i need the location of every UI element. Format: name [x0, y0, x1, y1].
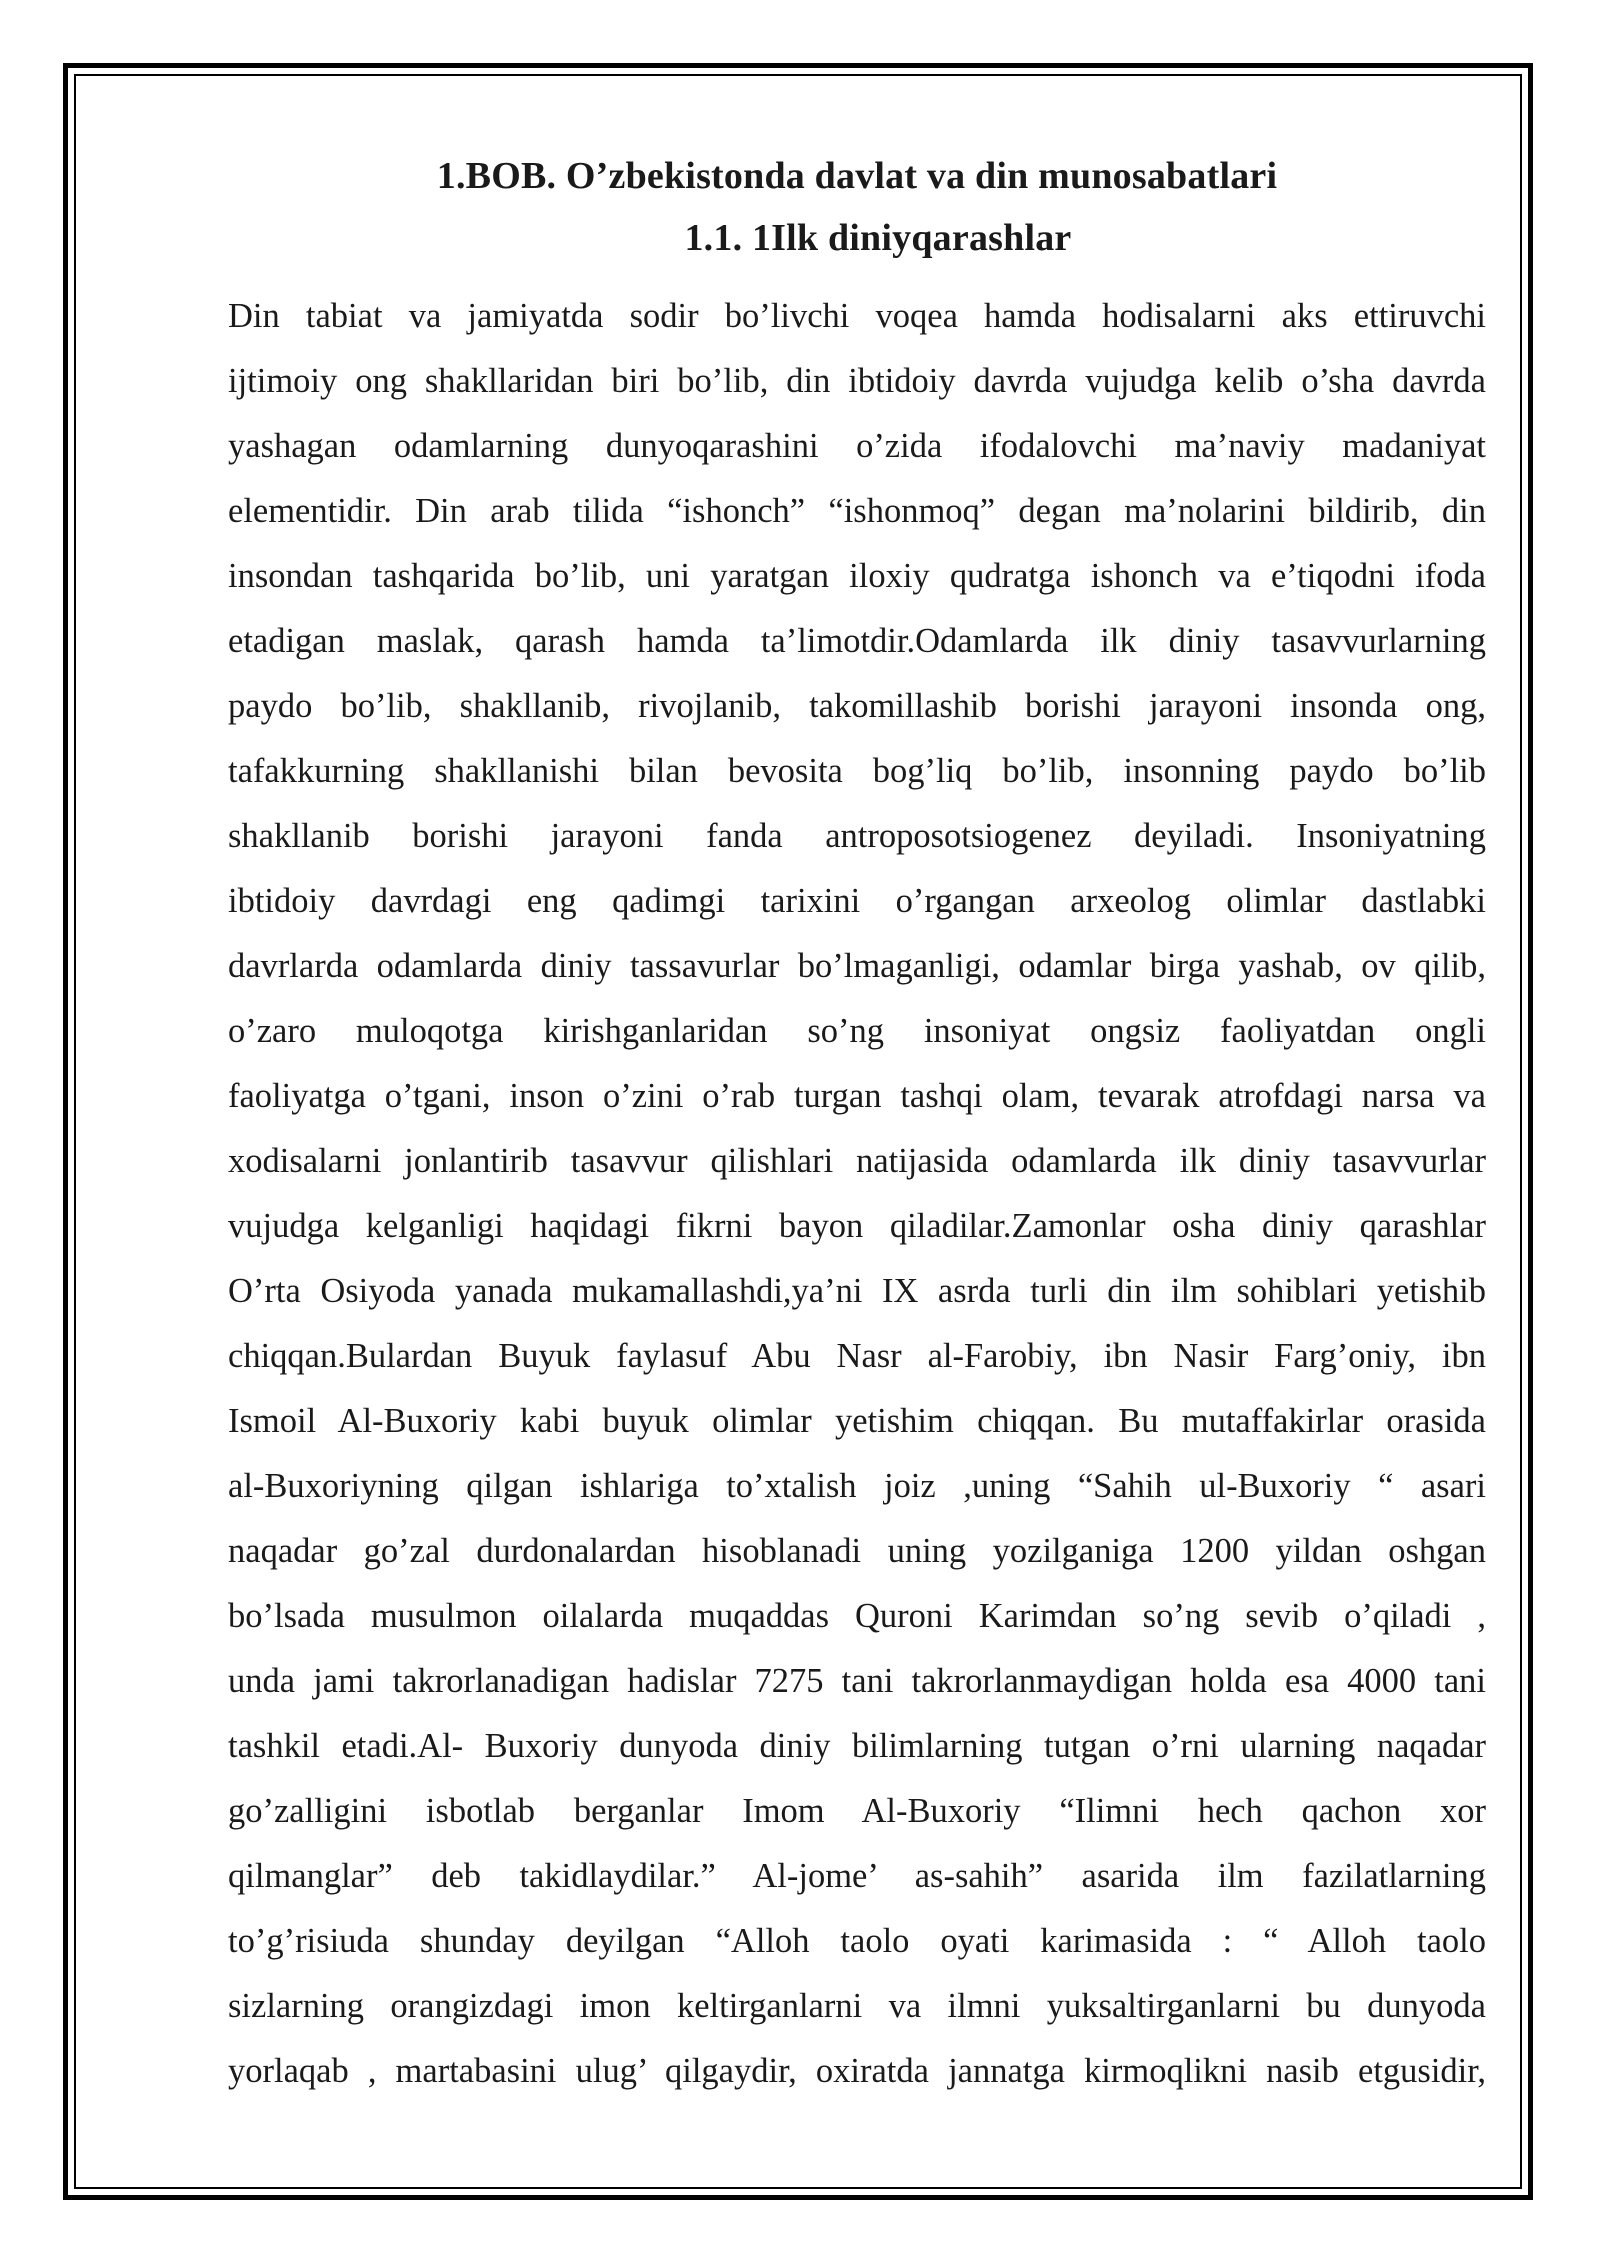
body-line: faoliyatga o’tgani, inson o’zini o’rab turgan tashqi olam, tevarak atrofdagi narsa va [228, 1077, 1486, 1115]
body-line: tafakkurning shakllanishi bilan bevosita bog’liq bo’lib, insonning paydo bo’lib [228, 752, 1486, 790]
body-line: Din tabiat va jamiyatda sodir bo’livchi voqea hamda hodisalarni aks ettiruvchi [228, 297, 1486, 335]
body-line: etadigan maslak, qarash hamda ta’limotdir.Odamlarda ilk diniy tasavvurlarning [228, 622, 1486, 660]
body-line: vujudga kelganligi haqidagi fikrni bayon qiladilar.Zamonlar osha diniy qarashlar [228, 1207, 1486, 1245]
body-line: yorlaqab , martabasini ulug’ qilgaydir, oxiratda jannatga kirmoqlikni nasib etgusidir, [228, 2052, 1486, 2090]
body-line: elementidir. Din arab tilida “ishonch” “ishonmoq” degan ma’nolarini bildirib, din [228, 492, 1486, 530]
body-line: to’g’risiuda shunday deyilgan “Alloh taolo oyati karimasida : “ Alloh taolo [228, 1922, 1486, 1960]
body-line: ijtimoiy ong shakllaridan biri bo’lib, din ibtidoiy davrda vujudga kelib o’sha davrda [228, 362, 1486, 400]
body-line: xodisalarni jonlantirib tasavvur qilishlari natijasida odamlarda ilk diniy tasavvurlar [228, 1142, 1486, 1180]
section-title: 1.1. 1Ilk diniyqarashlar [684, 217, 1072, 259]
body-line: insondan tashqarida bo’lib, uni yaratgan iloxiy qudratga ishonch va e’tiqodni ifoda [228, 557, 1486, 595]
body-line: paydo bo’lib, shakllanib, rivojlanib, takomillashib borishi jarayoni insonda ong, [228, 687, 1486, 725]
body-line: al-Buxoriyning qilgan ishlariga to’xtalish joiz ,uning “Sahih ul-Buxoriy “ asari [228, 1467, 1486, 1505]
body-line: Ismoil Al-Buxoriy kabi buyuk olimlar yetishim chiqqan. Bu mutaffakirlar orasida [228, 1402, 1486, 1440]
body-line: ibtidoiy davrdagi eng qadimgi tarixini o’rgangan arxeolog olimlar dastlabki [228, 882, 1486, 920]
body-line: davrlarda odamlarda diniy tassavurlar bo’lmaganligi, odamlar birga yashab, ov qilib, [228, 947, 1486, 985]
body-line: O’rta Osiyoda yanada mukamallashdi,ya’ni IX asrda turli din ilm sohiblari yetishib [228, 1272, 1486, 1310]
body-line: chiqqan.Bulardan Buyuk faylasuf Abu Nasr al-Farobiy, ibn Nasir Farg’oniy, ibn [228, 1337, 1486, 1375]
chapter-title: 1.BOB. O’zbekistonda davlat va din munosabatlari [436, 155, 1278, 197]
body-paragraph [228, 284, 1486, 2104]
body-line: shakllanib borishi jarayoni fanda antroposotsiogenez deyiladi. Insoniyatning [228, 817, 1486, 855]
body-line: yashagan odamlarning dunyoqarashini o’zida ifodalovchi ma’naviy madaniyat [228, 427, 1486, 465]
body-line: sizlarning orangizdagi imon keltirganlarni va ilmni yuksaltirganlarni bu dunyoda [228, 1987, 1486, 2025]
body-line: bo’lsada musulmon oilalarda muqaddas Quroni Karimdan so’ng sevib o’qiladi , [228, 1597, 1486, 1635]
body-line: o’zaro muloqotga kirishganlaridan so’ng insoniyat ongsiz faoliyatdan ongli [228, 1012, 1486, 1050]
body-line: unda jami takrorlanadigan hadislar 7275 tani takrorlanmaydigan holda esa 4000 tani [228, 1662, 1486, 1700]
body-line: qilmanglar” deb takidlaydilar.” Al-jome’ as-sahih” asarida ilm fazilatlarning [228, 1857, 1486, 1895]
body-line: naqadar go’zal durdonalardan hisoblanadi uning yozilganiga 1200 yildan oshgan [228, 1532, 1486, 1570]
document-content [228, 150, 1486, 2104]
body-line: go’zalligini isbotlab berganlar Imom Al-Buxoriy “Ilimni hech qachon xor [228, 1792, 1486, 1830]
body-line: tashkil etadi.Al- Buxoriy dunyoda diniy bilimlarning tutgan o’rni ularning naqadar [228, 1727, 1486, 1765]
